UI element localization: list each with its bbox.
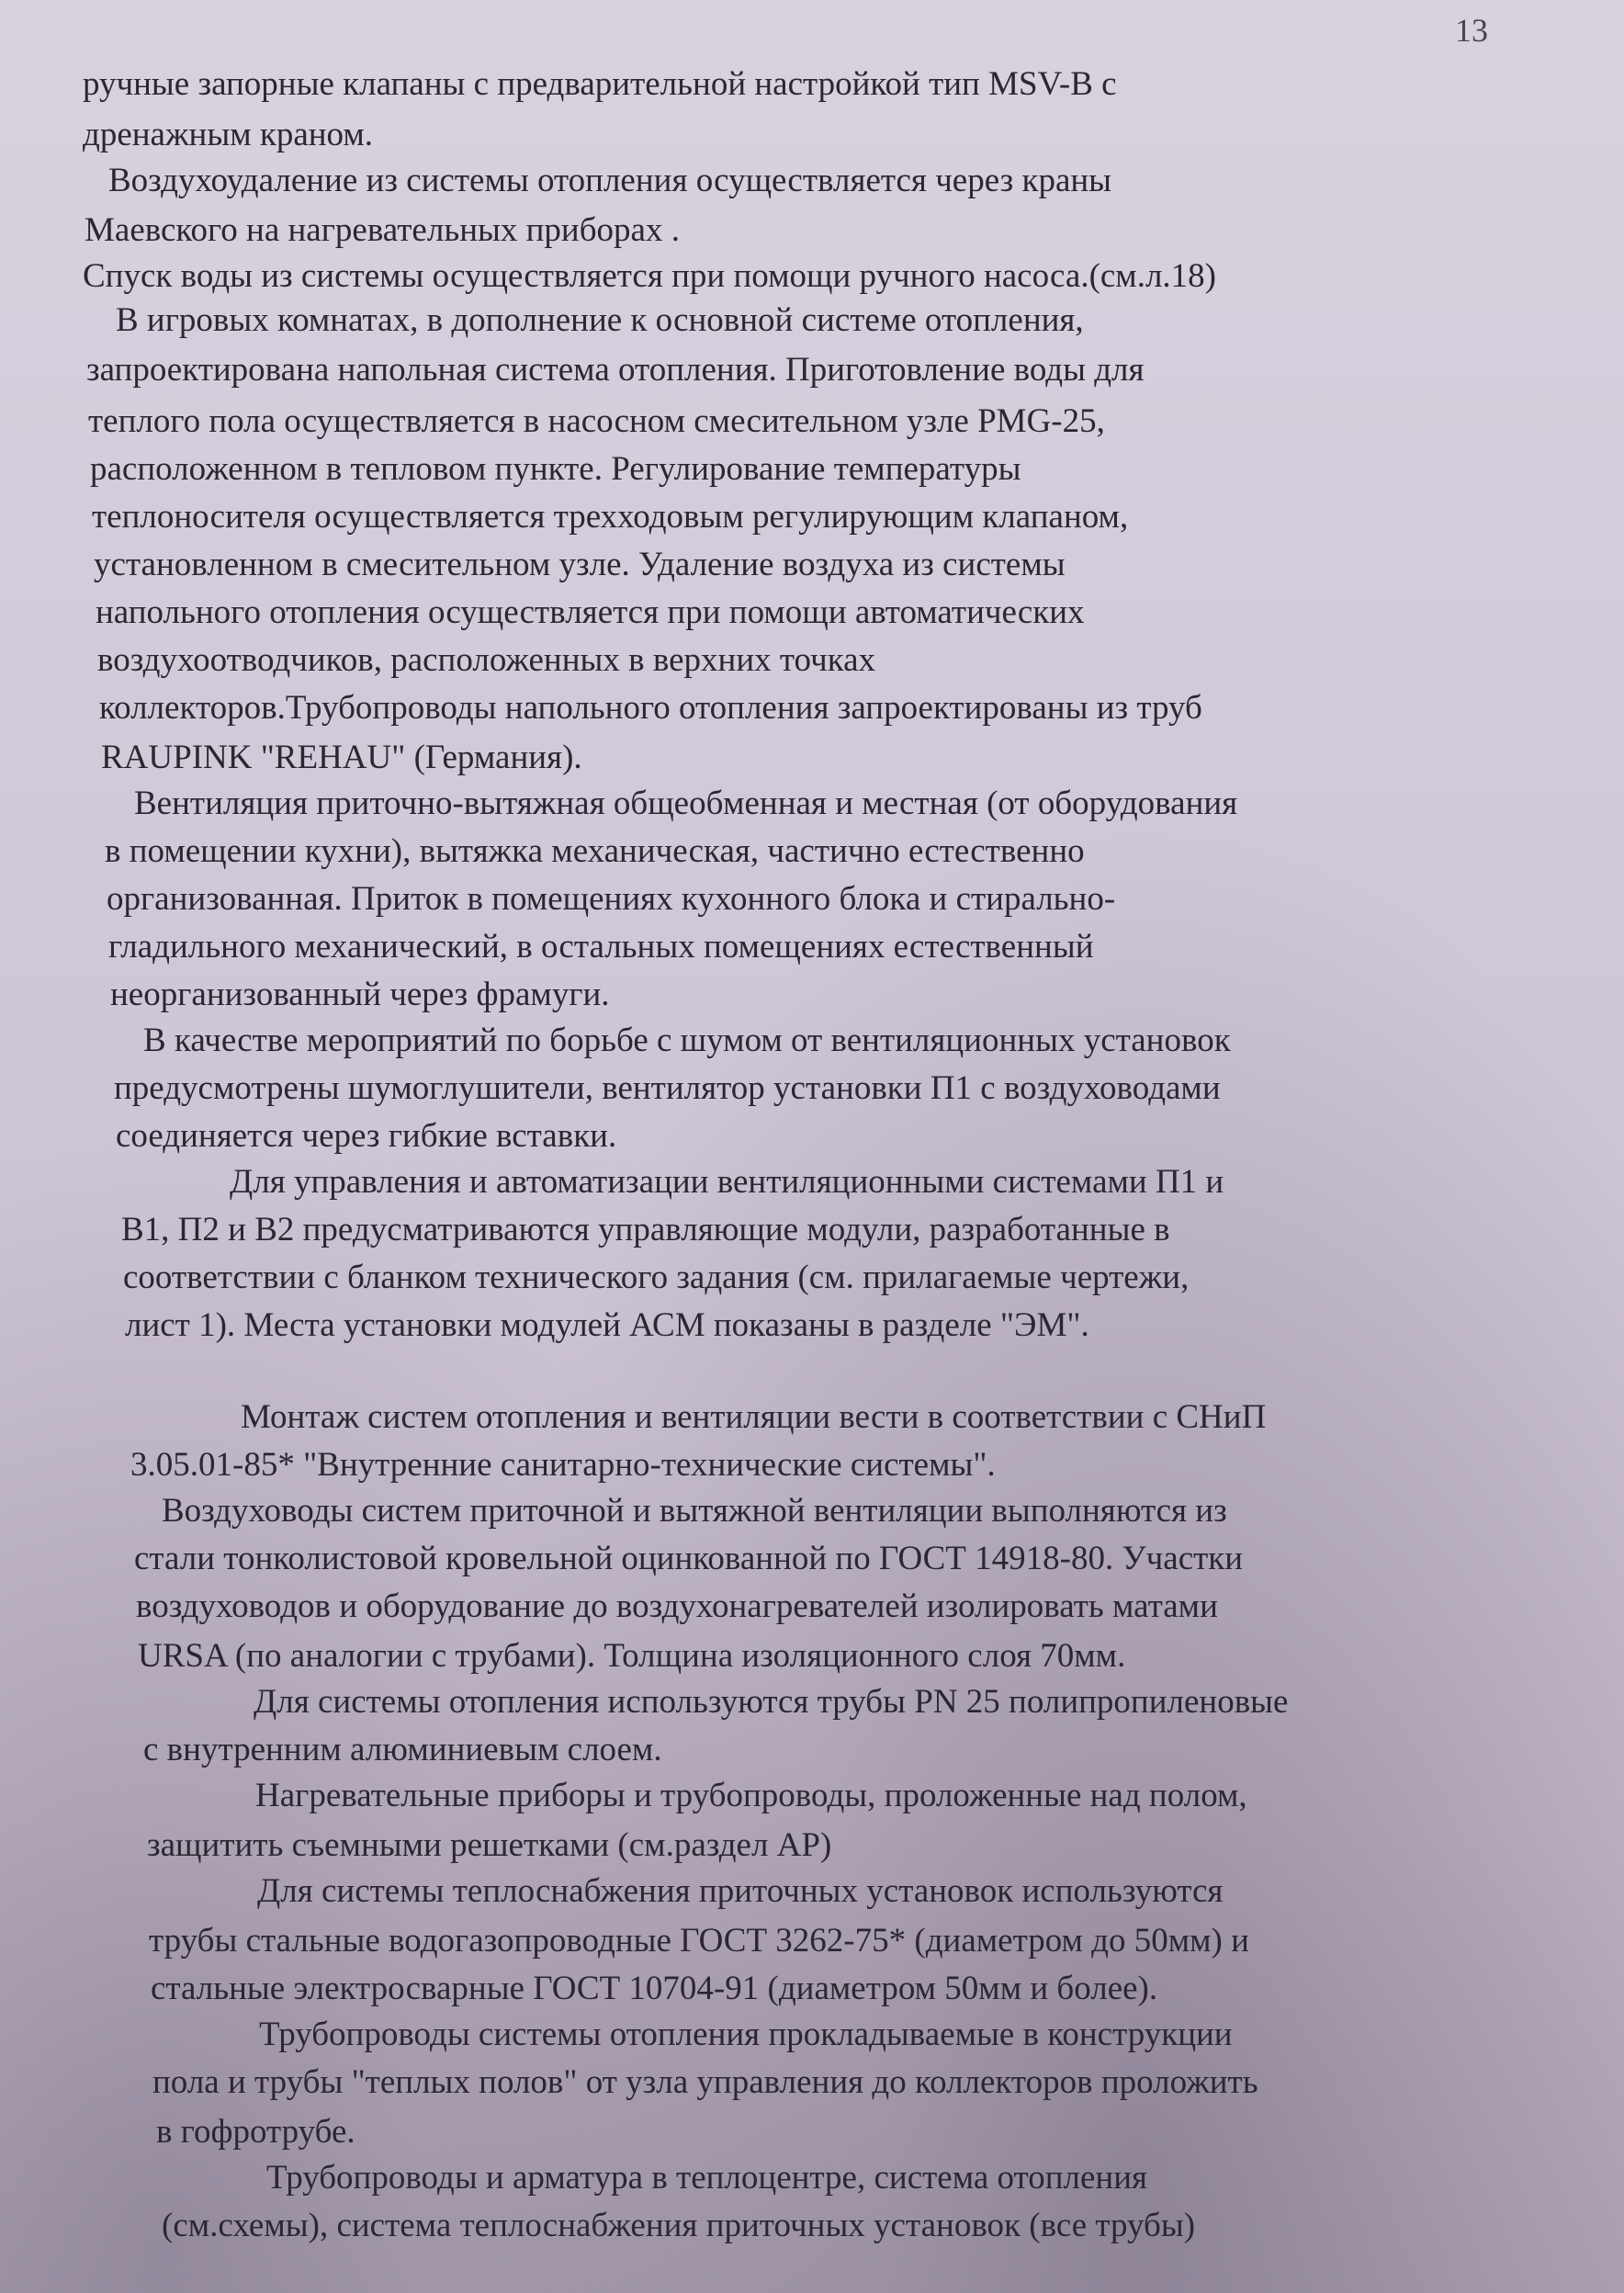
text-line: соединяется через гибкие вставки. (116, 1117, 617, 1155)
text-line: Для системы теплоснабжения приточных установок используются (257, 1872, 1224, 1910)
text-line: пола и трубы "теплых полов" от узла управления до коллекторов проложить (152, 2063, 1258, 2101)
text-line: ручные запорные клапаны с предварительной настройкой тип MSV-B с (83, 65, 1117, 103)
text-line: Для управления и автоматизации вентиляционными системами П1 и (230, 1163, 1224, 1201)
text-line: Воздуховоды систем приточной и вытяжной вентиляции выполняются из (162, 1492, 1227, 1530)
text-line: Воздухоудаление из системы отопления осуществляется через краны (108, 162, 1112, 199)
text-line: дренажным краном. (83, 116, 374, 153)
text-line: расположенном в тепловом пункте. Регулирование температуры (90, 450, 1021, 488)
text-line: Трубопроводы и арматура в теплоцентре, система отопления (266, 2159, 1148, 2197)
text-line: организованная. Приток в помещениях кухонного блока и стирально- (107, 880, 1116, 918)
text-line: коллекторов.Трубопроводы напольного отопления запроектированы из труб (99, 689, 1202, 727)
text-line: с внутренним алюминиевым слоем. (143, 1731, 662, 1768)
text-line: лист 1). Места установки модулей АСМ показаны в разделе "ЭМ". (125, 1306, 1089, 1344)
text-line: URSA (по аналогии с трубами). Толщина изоляционного слоя 70мм. (138, 1637, 1126, 1675)
text-line: напольного отопления осуществляется при помощи автоматических (96, 593, 1085, 631)
text-line: предусмотрены шумоглушители, вентилятор установки П1 с воздуховодами (114, 1069, 1221, 1107)
text-line: Трубопроводы системы отопления прокладываемые в конструкции (259, 2016, 1233, 2053)
text-line: стали тонколистовой кровельной оцинкованной по ГОСТ 14918-80. Участки (134, 1540, 1244, 1577)
text-line: установленном в смесительном узле. Удаление воздуха из системы (94, 546, 1066, 583)
text-line: В игровых комнатах, в дополнение к основной системе отопления, (116, 301, 1084, 339)
page-number: 13 (1455, 12, 1488, 49)
text-line: воздуховодов и оборудование до воздухонагревателей изолировать матами (136, 1587, 1218, 1625)
text-line: стальные электросварные ГОСТ 10704-91 (диаметром 50мм и более). (151, 1970, 1158, 2007)
text-line: трубы стальные водогазопроводные ГОСТ 3262-75* (диаметром до 50мм) и (149, 1922, 1249, 1960)
text-line: Для системы отопления используются трубы PN 25 полипропиленовые (254, 1683, 1289, 1721)
text-line: Нагревательные приборы и трубопроводы, проложенные над полом, (255, 1777, 1247, 1814)
text-line: Монтаж систем отопления и вентиляции вести в соответствии с СНиП (241, 1398, 1267, 1436)
text-line: в помещении кухни), вытяжка механическая, частично естественно (105, 832, 1085, 870)
text-line: защитить съемными решетками (см.раздел АР) (147, 1826, 832, 1864)
text-line: в гофротрубе. (156, 2113, 355, 2151)
text-line: запроектирована напольная система отопления. Приготовление воды для (86, 351, 1145, 389)
text-line: Спуск воды из системы осуществляется при помощи ручного насоса.(см.л.18) (83, 257, 1217, 295)
text-line: В качестве мероприятий по борьбе с шумом от вентиляционных установок (143, 1022, 1231, 1059)
text-line: теплоносителя осуществляется трехходовым регулирующим клапаном, (92, 498, 1129, 536)
text-line: (см.схемы), система теплоснабжения приточных установок (все трубы) (162, 2207, 1196, 2244)
text-line: соответствии с бланком технического задания (см. прилагаемые чертежи, (123, 1259, 1190, 1296)
text-line: воздухоотводчиков, расположенных в верхних точках (97, 641, 876, 679)
text-line: RAUPINK "REHAU" (Германия). (101, 739, 582, 776)
text-line: гладильного механический, в остальных помещениях естественный (108, 928, 1094, 966)
text-line: 3.05.01-85* "Внутренние санитарно-технические системы". (130, 1446, 996, 1484)
text-line: В1, П2 и В2 предусматриваются управляющие модули, разработанные в (121, 1211, 1170, 1248)
text-line: Маевского на нагревательных приборах . (85, 211, 680, 249)
text-line: Вентиляция приточно-вытяжная общеобменная и местная (от оборудования (134, 785, 1238, 822)
text-line: теплого пола осуществляется в насосном смесительном узле PMG-25, (88, 402, 1105, 440)
text-line: неорганизованный через фрамуги. (110, 976, 610, 1013)
